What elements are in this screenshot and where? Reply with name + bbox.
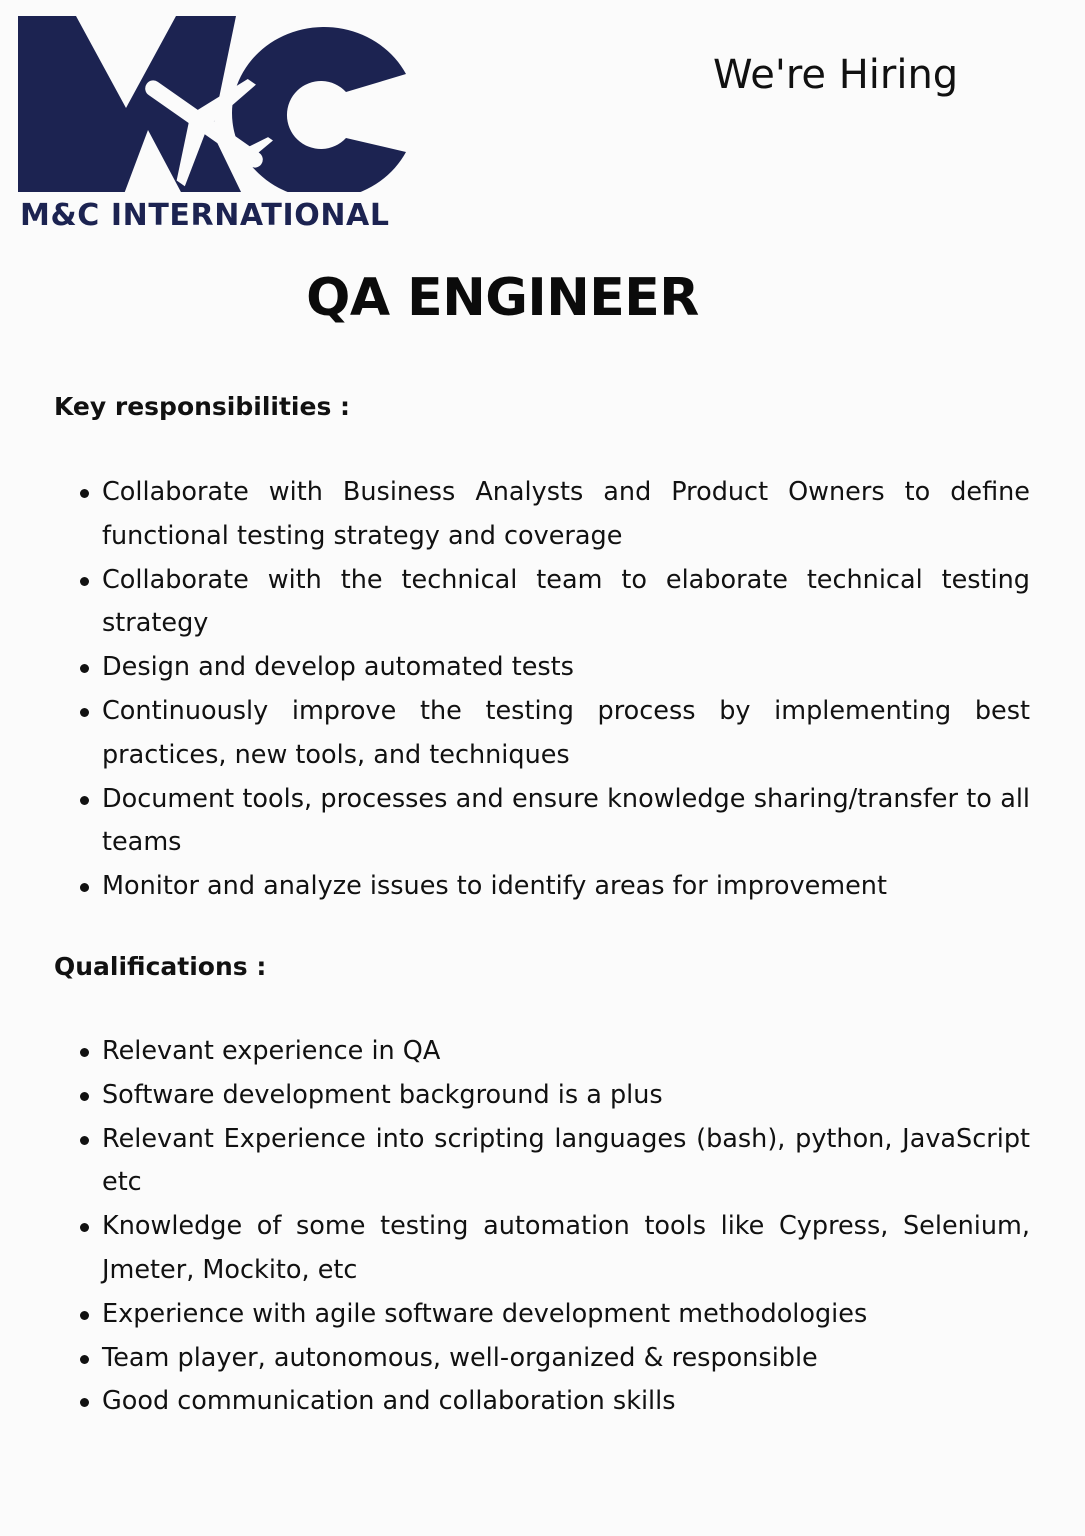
- hiring-tagline: We're Hiring: [713, 52, 959, 98]
- responsibilities-list: [54, 471, 1030, 909]
- logo-letter-c: [232, 27, 406, 192]
- list-item: Document tools, processes and ensure knowledge sharing/transfer to all teams: [54, 778, 1030, 866]
- qualifications-list: [54, 1030, 1030, 1424]
- responsibilities-heading: Key responsibilities :: [54, 392, 351, 421]
- qualifications-heading: Qualifications :: [54, 952, 267, 981]
- company-logo: [14, 12, 410, 238]
- list-item: Monitor and analyze issues to identify areas for improvement: [54, 865, 1030, 909]
- list-item: Relevant Experience into scripting languages (bash), python, JavaScript etc: [54, 1118, 1030, 1206]
- list-item: Software development background is a plus: [54, 1074, 1030, 1118]
- job-title: QA ENGINEER: [306, 268, 699, 328]
- company-name: M&C INTERNATIONAL: [20, 198, 390, 233]
- mc-logo-mark: [14, 12, 410, 192]
- list-item: Collaborate with the technical team to elaborate technical testing strategy: [54, 559, 1030, 647]
- list-item: Design and develop automated tests: [54, 646, 1030, 690]
- list-item: Relevant experience in QA: [54, 1030, 1030, 1074]
- list-item: Team player, autonomous, well-organized & responsible: [54, 1337, 1030, 1381]
- list-item: Continuously improve the testing process by implementing best practices, new tools, and techniques: [54, 690, 1030, 778]
- list-item: Collaborate with Business Analysts and Product Owners to define functional testing strategy and coverage: [54, 471, 1030, 559]
- list-item: Good communication and collaboration skills: [54, 1380, 1030, 1424]
- list-item: Experience with agile software development methodologies: [54, 1293, 1030, 1337]
- list-item: Knowledge of some testing automation tools like Cypress, Selenium, Jmeter, Mockito, etc: [54, 1205, 1030, 1293]
